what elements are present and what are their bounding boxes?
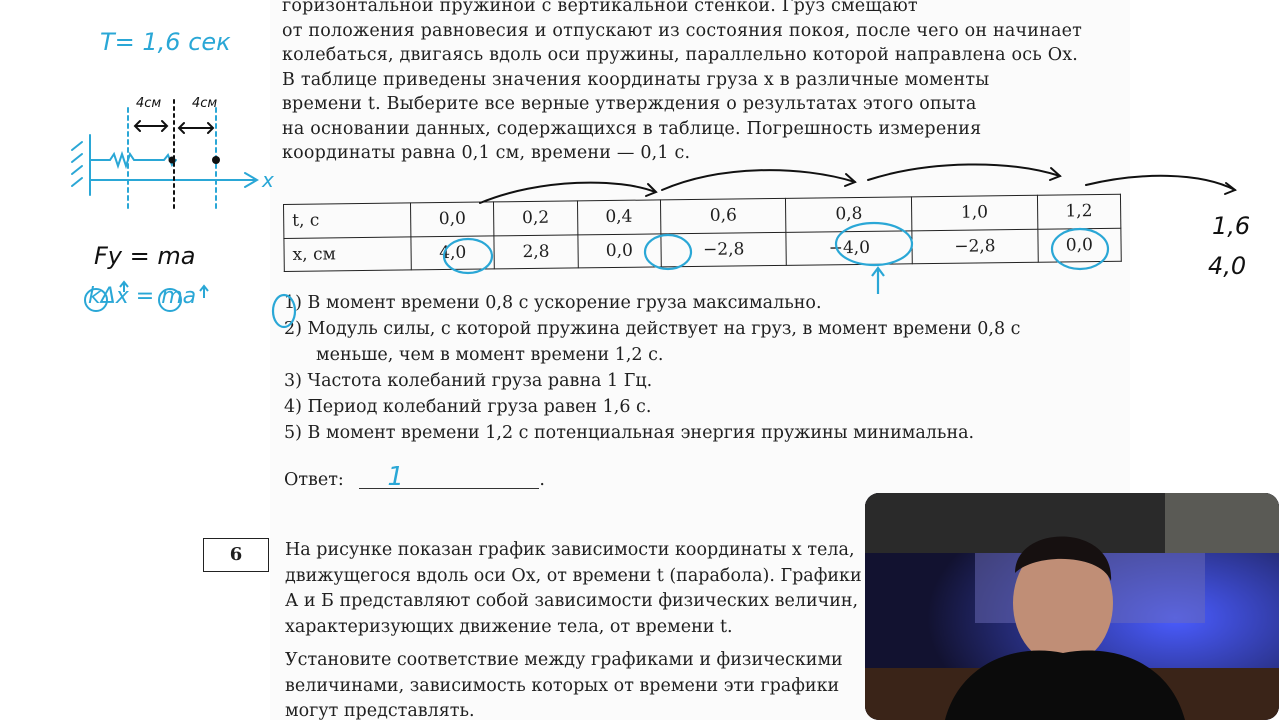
up-arrow — [200, 286, 208, 298]
table-cell: 2,8 — [494, 234, 578, 269]
answer-label: Ответ: — [284, 470, 344, 490]
option-item: 1) В момент времени 0,8 с ускорение груза максимально. — [284, 293, 822, 313]
wall-hatch — [72, 142, 82, 186]
option-item: 4) Период колебаний груза равен 1,6 с. — [284, 397, 652, 417]
distance-label: 4см — [192, 96, 218, 111]
problem-statement — [282, 0, 1082, 166]
spring-coil — [90, 154, 176, 166]
webcam-overlay — [865, 493, 1279, 720]
table-cell: 0,6 — [660, 198, 786, 233]
table-cell: 1,2 — [1037, 194, 1121, 229]
option-item: 5) В момент времени 1,2 с потенциальная энергия пружины минимальна. — [284, 423, 975, 443]
webcam-video — [865, 493, 1279, 720]
problem-line: от положения равновесия и отпускают из состояния покоя, после чего он начинает — [282, 20, 1083, 41]
arrow-right — [179, 123, 213, 133]
problem-line: колебаться, двигаясь вдоль оси пружины, параллельно которой направлена ось Ox. — [282, 45, 1079, 65]
table-header-x: x, см — [284, 236, 411, 271]
answer-value: 1 — [387, 462, 404, 492]
table-cell: 0,0 — [1037, 228, 1121, 263]
table-cell: 0,4 — [577, 200, 661, 235]
problem-line: В таблице приведены значения координаты груза x в различные моменты — [282, 69, 990, 90]
note-value: 1,6 — [1212, 212, 1251, 240]
table-cell: 0,0 — [410, 202, 494, 237]
arrow-left — [135, 121, 167, 131]
x-axis-arrow — [245, 173, 257, 187]
period-note: T= 1,6 сек — [100, 28, 231, 56]
table-arrow-head — [1225, 183, 1235, 194]
question-number: 6 — [203, 538, 269, 572]
table-cell: 4,0 — [411, 235, 495, 270]
problem-line: времени t. Выберите все верные утверждения о результатах этого опыта — [282, 94, 977, 114]
data-table — [283, 194, 1122, 272]
option-item: 2) Модуль силы, с которой пружина действует на груз, в момент времени 0,8 с — [284, 319, 1021, 339]
equation: kΔx = ma — [88, 284, 197, 309]
table-cell: 1,0 — [912, 195, 1038, 230]
note-value: 4,0 — [1208, 252, 1247, 280]
problem-line: на основании данных, содержащихся в таблице. Погрешность измерения — [282, 118, 982, 139]
table-cell: −4,0 — [786, 230, 912, 265]
table-cell: 0,8 — [786, 197, 912, 232]
option-item: 3) Частота колебаний груза равна 1 Гц. — [284, 371, 653, 391]
table-cell: −2,8 — [661, 232, 787, 267]
problem-line: горизонтальной пружиной с вертикальной стенкой. Груз смещают — [282, 0, 918, 16]
table-cell: −2,8 — [912, 229, 1038, 264]
option-item-continued: меньше, чем в момент времени 1,2 с. — [316, 345, 664, 365]
table-cell: 0,0 — [577, 233, 661, 268]
distance-label: 4см — [136, 96, 162, 111]
question-6-text: На рисунке показан график зависимости координаты x тела, движущегося вдоль оси Ox, от времени t (парабола). Графики А и Б представляют собой зависимости физических величин, характеризующих движение тела, от времени t. Установите соответствие между графиками и физическими величинами, зависимость которых от времени эти графики могут представлять. — [285, 540, 862, 721]
axis-label: x — [262, 168, 274, 192]
table-header-t: t, с — [284, 203, 411, 238]
problem-line: координаты равна 0,1 см, времени — 0,1 с. — [282, 143, 691, 163]
answer-row: Ответ: 1 . — [284, 462, 545, 492]
table-cell: 0,2 — [494, 201, 578, 236]
equation: Fy = ma — [94, 242, 196, 270]
mass-dot — [169, 157, 176, 164]
mass-dot-shifted — [212, 156, 220, 164]
answer-options — [284, 290, 1020, 446]
